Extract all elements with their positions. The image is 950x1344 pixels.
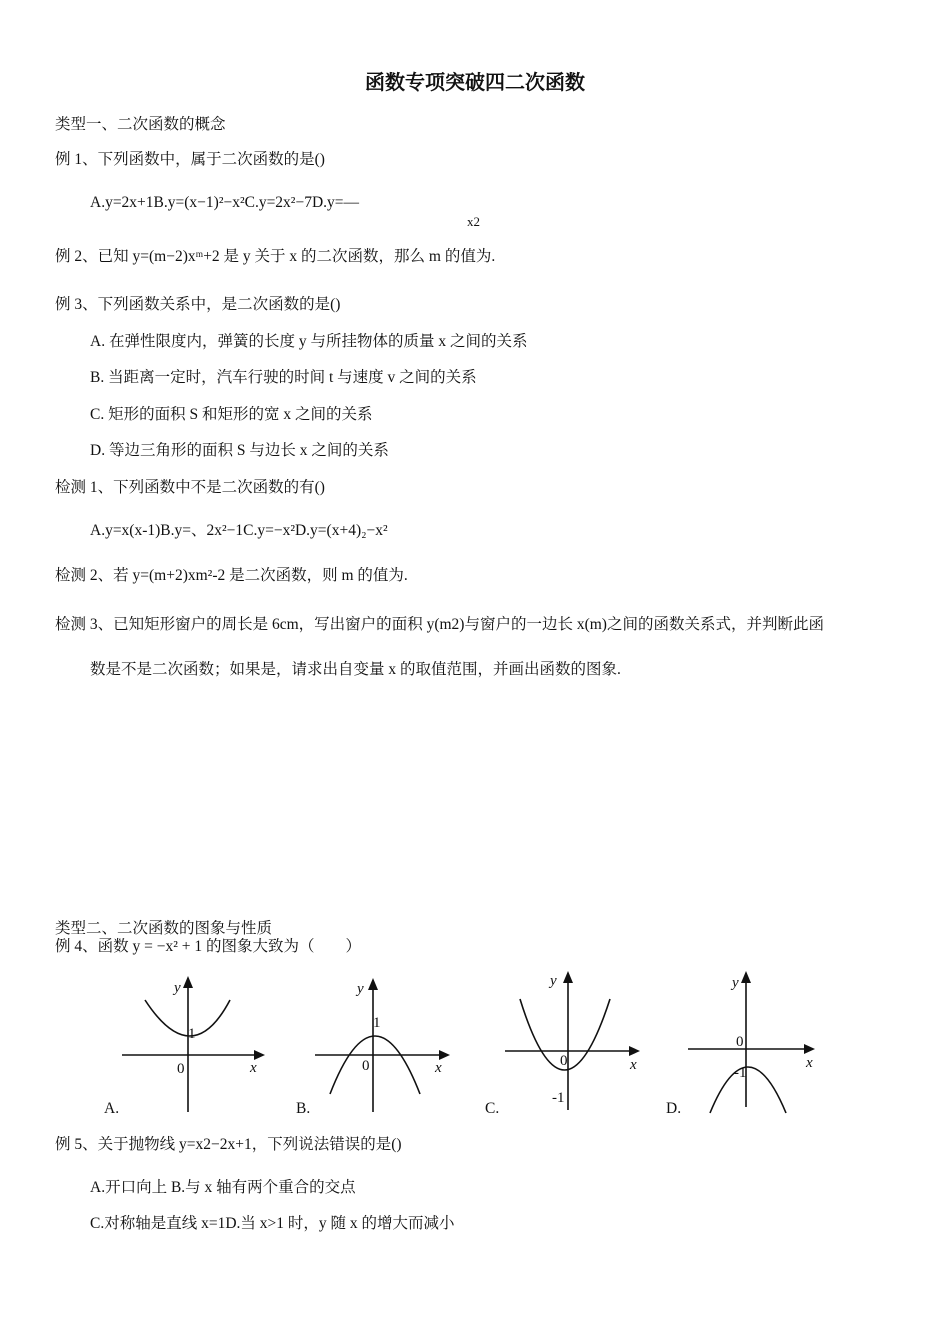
example-2: 例 2、已知 y=(m−2)xᵐ+2 是 y 关于 x 的二次函数，那么 m 的值为.: [55, 248, 496, 265]
example-5-stem: 例 5、关于抛物线 y=x2−2x+1，下列说法错误的是(): [55, 1136, 402, 1153]
graph-option-b-label: B.: [296, 1100, 311, 1117]
y-axis-label: y: [174, 980, 181, 996]
section-heading-1: 类型一、二次函数的概念: [55, 116, 226, 133]
example-3-option-b: B. 当距离一定时，汽车行驶的时间 t 与速度 v 之间的关系: [90, 369, 477, 386]
page-title: 函数专项突破四二次函数: [365, 72, 585, 94]
origin-label: 0: [560, 1053, 568, 1069]
example-3-option-a: A. 在弹性限度内，弹簧的长度 y 与所挂物体的质量 x 之间的关系: [90, 333, 528, 350]
vertex-label: 1: [373, 1015, 381, 1031]
example-3-option-c: C. 矩形的面积 S 和矩形的宽 x 之间的关系: [90, 406, 373, 423]
check-1-stem: 检测 1、下列函数中不是二次函数的有(): [55, 479, 325, 496]
graph-option-c: [490, 965, 655, 1115]
example-3-option-d: D. 等边三角形的面积 S 与边长 x 之间的关系: [90, 442, 389, 459]
origin-label: 0: [362, 1058, 370, 1074]
graph-option-a: [100, 970, 275, 1120]
graph-option-d: [680, 965, 845, 1115]
vertex-label: 1: [188, 1026, 196, 1042]
x-axis-label: x: [435, 1060, 442, 1076]
example-5-options-cd: C.对称轴是直线 x=1D.当 x>1 时，y 随 x 的增大而减小: [90, 1215, 455, 1232]
check-3-line-1: 检测 3、已知矩形窗户的周长是 6cm，写出窗户的面积 y(m2)与窗户的一边长 x(m)之间的函数关系式，并判断此函: [55, 616, 824, 633]
section-heading-2: 类型二、二次函数的图象与性质: [55, 920, 273, 937]
graph-option-b: [295, 970, 470, 1120]
check-1-options: A.y=x(x-1)B.y=、2x²−1C.y=−x²D.y=(x+4)₂−x²: [90, 522, 388, 539]
graph-option-d-label: D.: [666, 1100, 682, 1117]
example-5-options-ab: A.开口向上 B.与 x 轴有两个重合的交点: [90, 1179, 356, 1196]
x-axis-label: x: [250, 1060, 257, 1076]
check-2: 检测 2、若 y=(m+2)xm²-2 是二次函数，则 m 的值为.: [55, 567, 408, 584]
y-axis-label: y: [357, 981, 364, 997]
vertex-label: -1: [552, 1090, 565, 1106]
origin-label: 0: [177, 1061, 185, 1077]
y-axis-label: y: [732, 975, 739, 991]
example-1-stem: 例 1、下列函数中，属于二次函数的是(): [55, 151, 325, 168]
example-1-options-tail: x2: [467, 214, 480, 229]
parabola-curve: [710, 1067, 786, 1113]
example-1-options: A.y=2x+1B.y=(x−1)²−x²C.y=2x²−7D.y=—: [90, 194, 360, 211]
x-axis-label: x: [806, 1055, 813, 1071]
example-3-stem: 例 3、下列函数关系中，是二次函数的是(): [55, 296, 341, 313]
x-axis-label: x: [630, 1057, 637, 1073]
origin-label: 0: [736, 1034, 744, 1050]
graph-option-a-label: A.: [104, 1100, 120, 1117]
y-axis-label: y: [550, 973, 557, 989]
vertex-label: -1: [734, 1065, 747, 1081]
check-3-line-2: 数是不是二次函数；如果是，请求出自变量 x 的取值范围，并画出函数的图象.: [90, 661, 621, 678]
parabola-curve: [330, 1036, 420, 1094]
graph-option-c-label: C.: [485, 1100, 500, 1117]
example-4-stem: 例 4、函数 y = −x² + 1 的图象大致为（ ）: [55, 938, 361, 955]
